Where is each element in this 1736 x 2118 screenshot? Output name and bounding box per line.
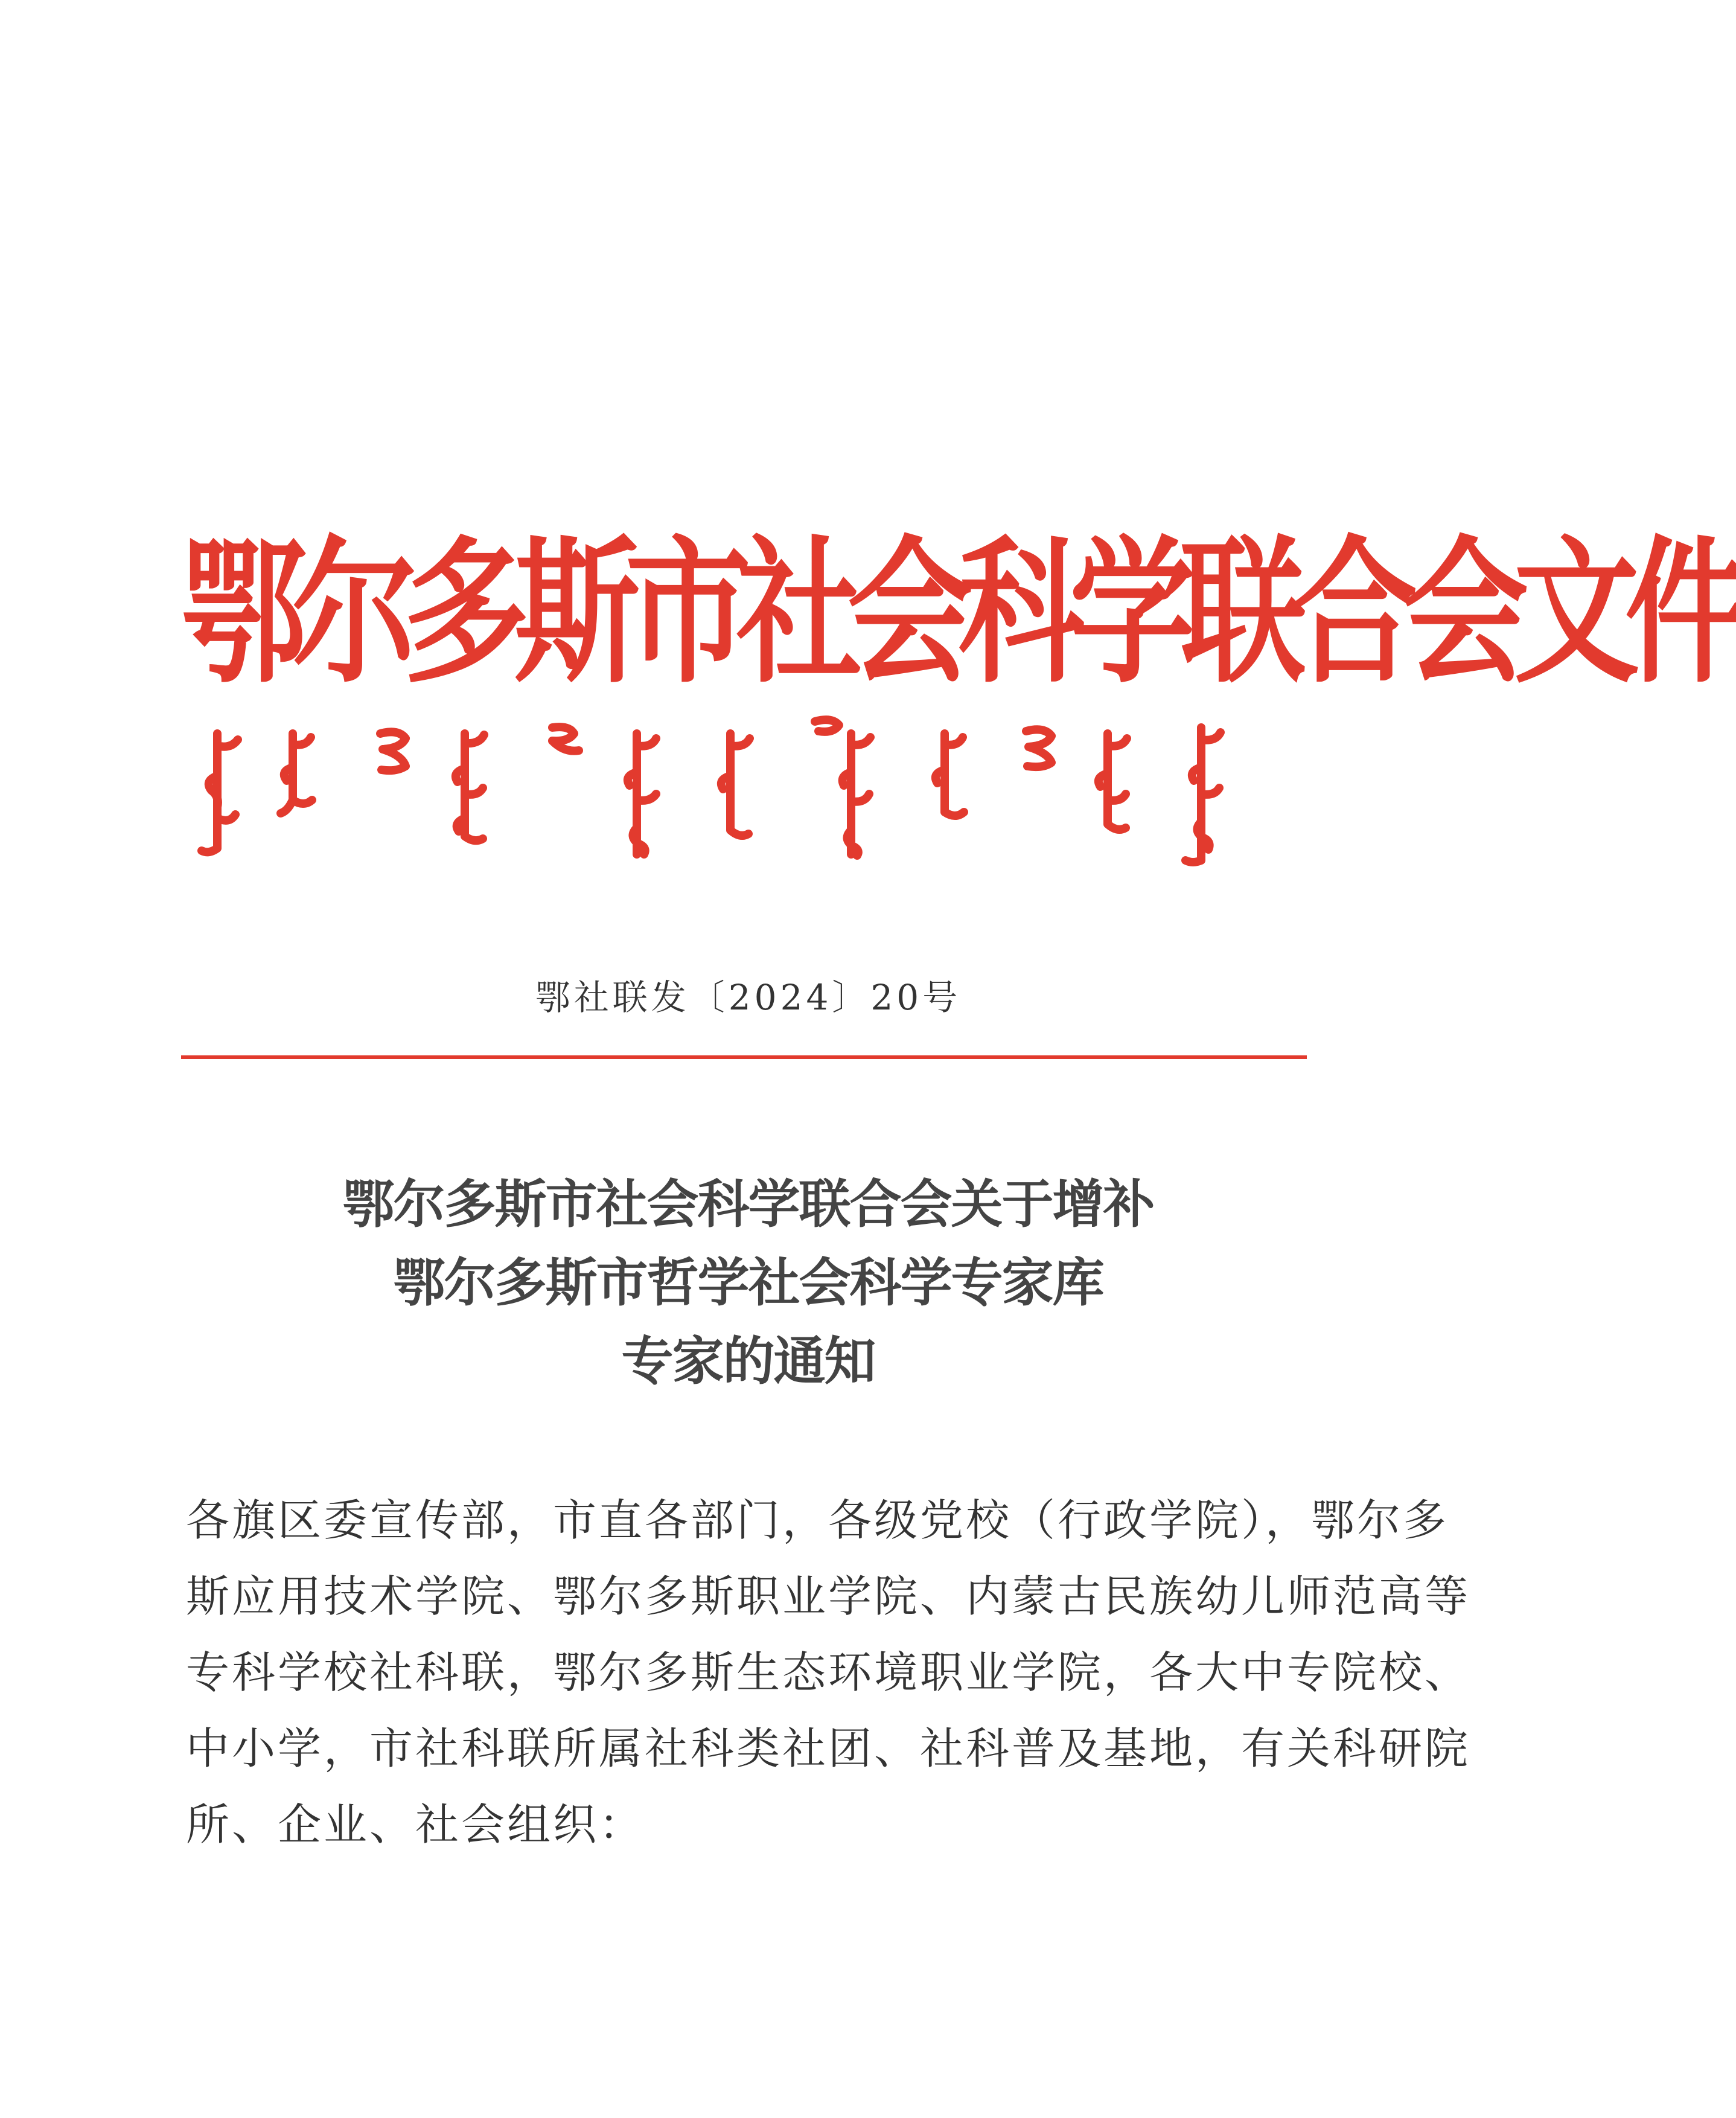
addressee-line: 中小学，市社科联所属社科类社团、社科普及基地，有关科研院	[186, 1723, 1471, 1774]
addressee-line: 所、企业、社会组织：	[186, 1799, 645, 1850]
notice-title-line: 鄂尔多斯市哲学社会科学专家库	[393, 1253, 1103, 1313]
mongolian-script-icon	[199, 709, 1298, 866]
addressee-line: 各旗区委宣传部，市直各部门，各级党校（行政学院），鄂尔多	[186, 1495, 1449, 1546]
addressee-block	[186, 1482, 1471, 1863]
red-divider	[181, 1055, 1307, 1059]
document-number: 鄂社联发〔2024〕20号	[535, 977, 962, 1018]
notice-title	[0, 1165, 1496, 1401]
addressee-line: 专科学校社科联，鄂尔多斯生态环境职业学院，各大中专院校、	[186, 1647, 1471, 1698]
notice-title-line: 鄂尔多斯市社会科学联合会关于增补	[342, 1174, 1154, 1235]
notice-title-line: 专家的通知	[621, 1331, 875, 1392]
addressee-line: 斯应用技术学院、鄂尔多斯职业学院、内蒙古民族幼儿师范高等	[186, 1571, 1471, 1622]
masthead-title: 鄂尔多斯市社会科学联合会文件	[181, 522, 1736, 705]
